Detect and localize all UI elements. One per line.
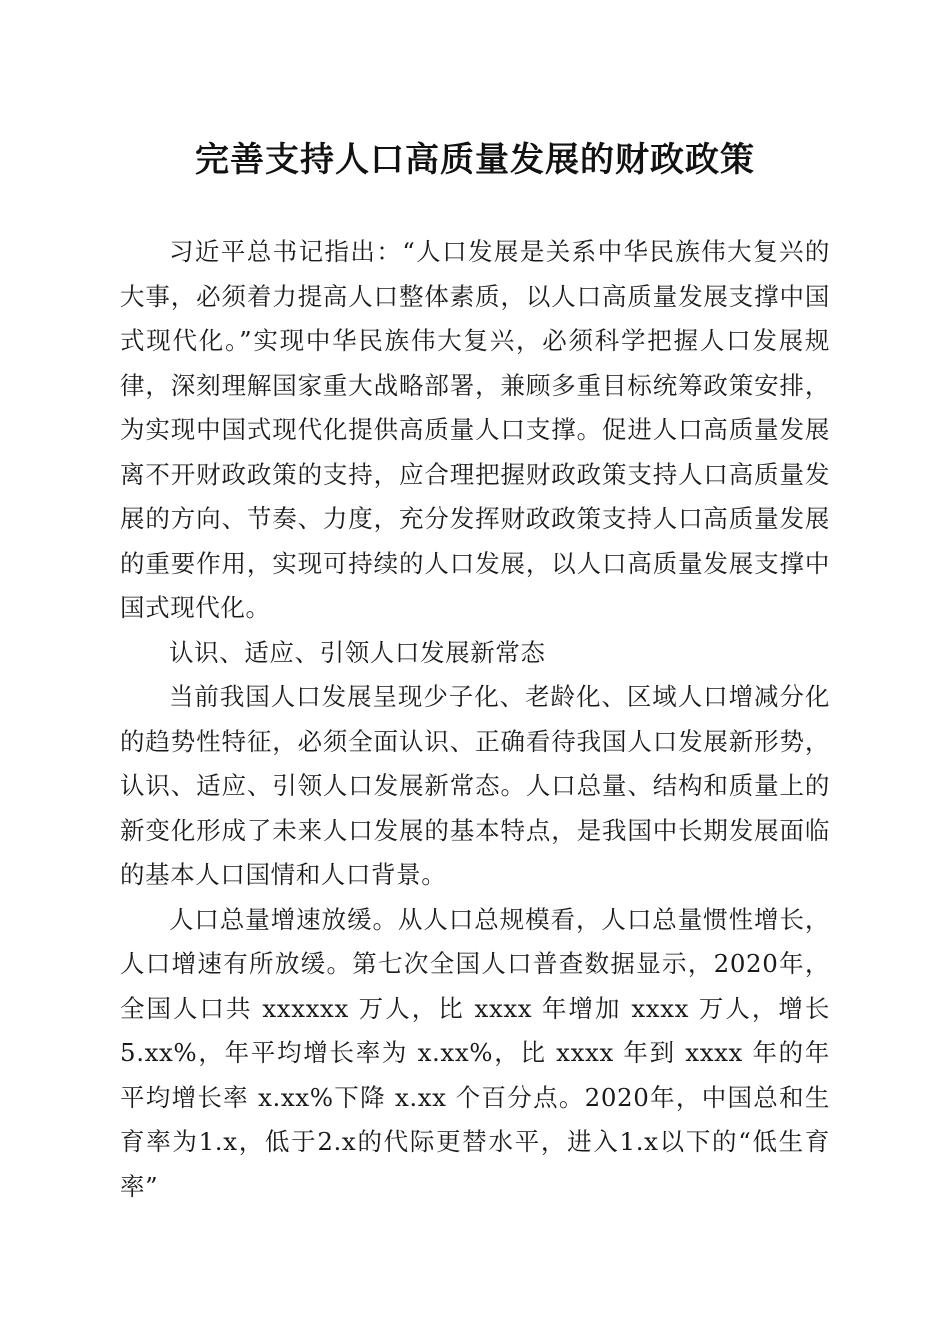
paragraph-intro: 习近平总书记指出：“人口发展是关系中华民族伟大复兴的大事，必须着力提高人口整体素质，以人口高质量发展支撑中国式现代化。”实现中华民族伟大复兴，必须科学把握人口发展规律，深刻理解国家重大战略部署，兼顾多重目标统筹政策安排，为实现中国式现代化提供高质量人口支撑。促进人口高质量发展离不开财政政策的支持，应合理把握财政政策支持人口高质量发展的方向、节奏、力度，充分发挥财政政策支持人口高质量发展的重要作用，实现可持续的人口发展，以人口高质量发展支撑中国式现代化。	[120, 237, 830, 622]
document-body	[120, 230, 830, 1209]
section-heading: 认识、适应、引领人口发展新常态	[169, 637, 546, 667]
paragraph-trends: 当前我国人口发展呈现少子化、老龄化、区域人口增减分化的趋势性特征，必须全面认识、正确看待我国人口发展新形势，认识、适应、引领人口发展新常态。人口总量、结构和质量上的新变化形成了未来人口发展的基本特点，是我国中长期发展面临的基本人口国情和人口背景。	[120, 682, 830, 889]
paragraph-population-growth: 人口总量增速放缓。从人口总规模看，人口总量惯性增长，人口增速有所放缓。第七次全国人口普查数据显示，2020年，全国人口共 xxxxxx 万人，比 xxxx 年增加 xxxx 万人，增长5.xx%，年平均增长率为 x.xx%，比 xxxx 年到 xxxx 年的年平均增长率 x.xx%下降 x.xx 个百分点。2020年，中国总和生育率为1.x，低于2.x的代际更替水平，进入1.x以下的“低生育率”	[120, 904, 830, 1201]
document-title: 完善支持人口高质量发展的财政政策	[195, 140, 755, 180]
